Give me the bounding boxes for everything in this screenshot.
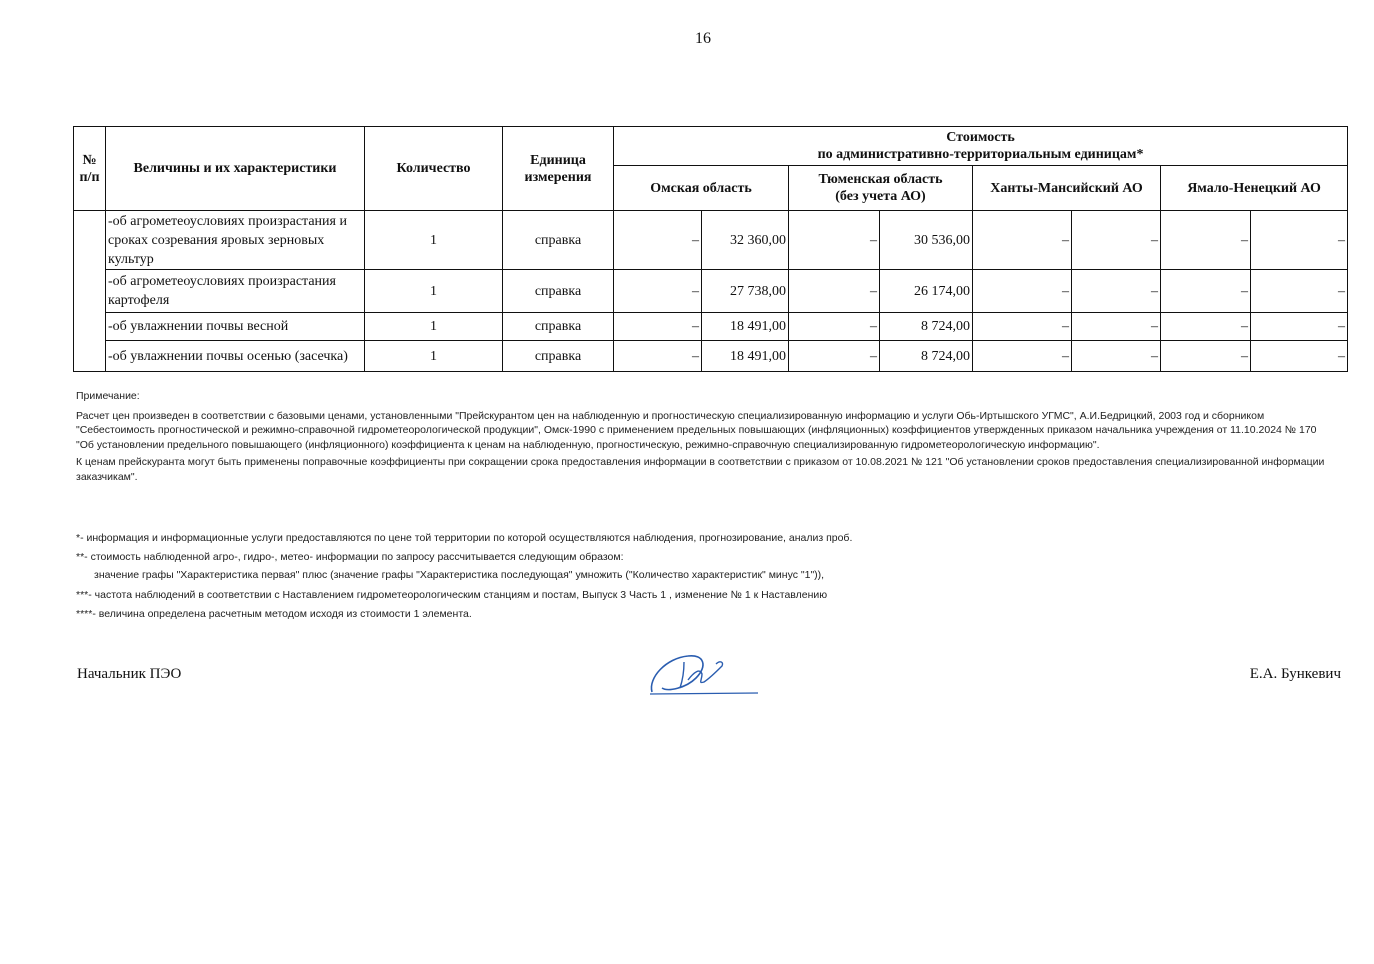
cell-tyumen-first: – [789, 341, 880, 372]
cell-khmao-next: – [1072, 313, 1161, 341]
cell-omsk-next: 18 491,00 [702, 313, 789, 341]
cell-omsk-first: – [614, 341, 702, 372]
row-name: -об увлажнении почвы осенью (засечка) [106, 341, 365, 372]
signatory-position: Начальник ПЭО [77, 666, 182, 682]
signatory-name: Е.А. Бункевич [1249, 666, 1341, 682]
header-cost-line1: Стоимость [946, 130, 1015, 145]
header-region-khmao: Ханты-Мансийский АО [973, 166, 1161, 211]
cell-omsk-next: 18 491,00 [702, 341, 789, 372]
cell-yanao-first: – [1161, 313, 1251, 341]
table-row [74, 270, 1348, 313]
row-name: -об агрометеоусловиях произрастания картофеля [106, 270, 365, 313]
cell-khmao-first: – [973, 211, 1072, 270]
notes-section [76, 389, 1326, 484]
row-name: -об увлажнении почвы весной [106, 313, 365, 341]
row-quantity: 1 [365, 341, 503, 372]
cell-tyumen-first: – [789, 313, 880, 341]
cell-omsk-first: – [614, 313, 702, 341]
footnote-2-formula: значение графы "Характеристика первая" плюс (значение графы "Характеристика последующая" умножить ("Количество характеристик" минус "1")), [94, 569, 825, 581]
cell-khmao-first: – [973, 313, 1072, 341]
header-name: Величины и их характеристики [106, 127, 365, 211]
notes-paragraph-2: К ценам прейскуранта могут быть применены поправочные коэффициенты при сокращении срока предоставления информации в соответствии с приказом от 10.08.2021 № 121 "Об установлении сроков предоставления специализированной информации заказчикам". [76, 456, 1325, 483]
table-row [74, 211, 1348, 270]
cell-tyumen-next: 8 724,00 [880, 341, 973, 372]
cell-omsk-next: 32 360,00 [702, 211, 789, 270]
cell-yanao-first: – [1161, 211, 1251, 270]
notes-title: Примечание: [76, 390, 140, 402]
cell-omsk-next: 27 738,00 [702, 270, 789, 313]
header-region-tyumen [789, 166, 973, 211]
footnote-1: *- информация и информационные услуги предоставляются по цене той территории по которой осуществляются наблюдения, прогнозирование, анализ проб. [76, 532, 853, 544]
handwritten-signature-icon [644, 648, 764, 698]
row-quantity: 1 [365, 270, 503, 313]
cell-tyumen-next: 8 724,00 [880, 313, 973, 341]
cell-khmao-first: – [973, 270, 1072, 313]
cell-tyumen-next: 30 536,00 [880, 211, 973, 270]
cell-yanao-next: – [1251, 270, 1348, 313]
price-table [73, 126, 1348, 372]
row-unit: справка [503, 270, 614, 313]
row-num-cell [74, 211, 106, 372]
cell-yanao-next: – [1251, 313, 1348, 341]
table-row [74, 341, 1348, 372]
row-unit: справка [503, 341, 614, 372]
header-region-tyumen-line1: Тюменская область [818, 172, 943, 187]
footnote-2: **- стоимость наблюденной агро-, гидро-, метео- информации по запросу рассчитывается следующим образом: [76, 551, 624, 563]
cell-yanao-first: – [1161, 341, 1251, 372]
cell-khmao-first: – [973, 341, 1072, 372]
footnote-4: ****- величина определена расчетным методом исходя из стоимости 1 элемента. [76, 608, 472, 620]
cell-khmao-next: – [1072, 341, 1161, 372]
cell-omsk-first: – [614, 270, 702, 313]
header-cost [614, 127, 1348, 166]
cell-khmao-next: – [1072, 211, 1161, 270]
header-region-omsk: Омская область [614, 166, 789, 211]
row-name: -об агрометеоусловиях произрастания и сроках созревания яровых зерновых культур [106, 211, 365, 270]
row-unit: справка [503, 211, 614, 270]
page-number: 16 [695, 30, 711, 47]
row-quantity: 1 [365, 313, 503, 341]
signature-stroke [651, 656, 703, 692]
header-unit: Единица измерения [503, 127, 614, 211]
header-quantity: Количество [365, 127, 503, 211]
row-quantity: 1 [365, 211, 503, 270]
header-region-yanao: Ямало-Ненецкий АО [1161, 166, 1348, 211]
cell-omsk-first: – [614, 211, 702, 270]
notes-paragraph-1: Расчет цен произведен в соответствии с базовыми ценами, установленными "Прейскурантом цен на наблюденную и прогностическую специализированную информацию и услуги Обь-Иртышского УГМС", А.И.Бедрицкий, 2003 год и сборником "Себестоимость прогностической и режимно-справочной гидрометеорологической продукции", Омск-1990 с применением предельных повышающих (инфляционных) коэффициентов утвержденных приказом начальника учреждения от 11.10.2024 № 170 "Об установлении предельного повышающего (инфляционного) коэффициента к ценам на наблюденную, прогностическую, режимно-справочную специализированную гидрометеорологическую информацию". [76, 409, 1317, 451]
cell-yanao-next: – [1251, 341, 1348, 372]
cell-yanao-first: – [1161, 270, 1251, 313]
row-unit: справка [503, 313, 614, 341]
header-cost-line2: по административно-территориальным единицам* [817, 147, 1144, 162]
cell-tyumen-first: – [789, 211, 880, 270]
cell-khmao-next: – [1072, 270, 1161, 313]
cell-tyumen-next: 26 174,00 [880, 270, 973, 313]
cell-tyumen-first: – [789, 270, 880, 313]
signature-underline [650, 693, 758, 694]
footnote-3: ***- частота наблюдений в соответствии с Наставлением гидрометеорологическим станциям и постам, Выпуск 3 Часть 1 , изменение № 1 к Наставлению [76, 589, 828, 601]
header-num: № п/п [74, 127, 106, 211]
cell-yanao-next: – [1251, 211, 1348, 270]
header-region-tyumen-line2: (без учета АО) [835, 189, 926, 204]
table-row [74, 313, 1348, 341]
